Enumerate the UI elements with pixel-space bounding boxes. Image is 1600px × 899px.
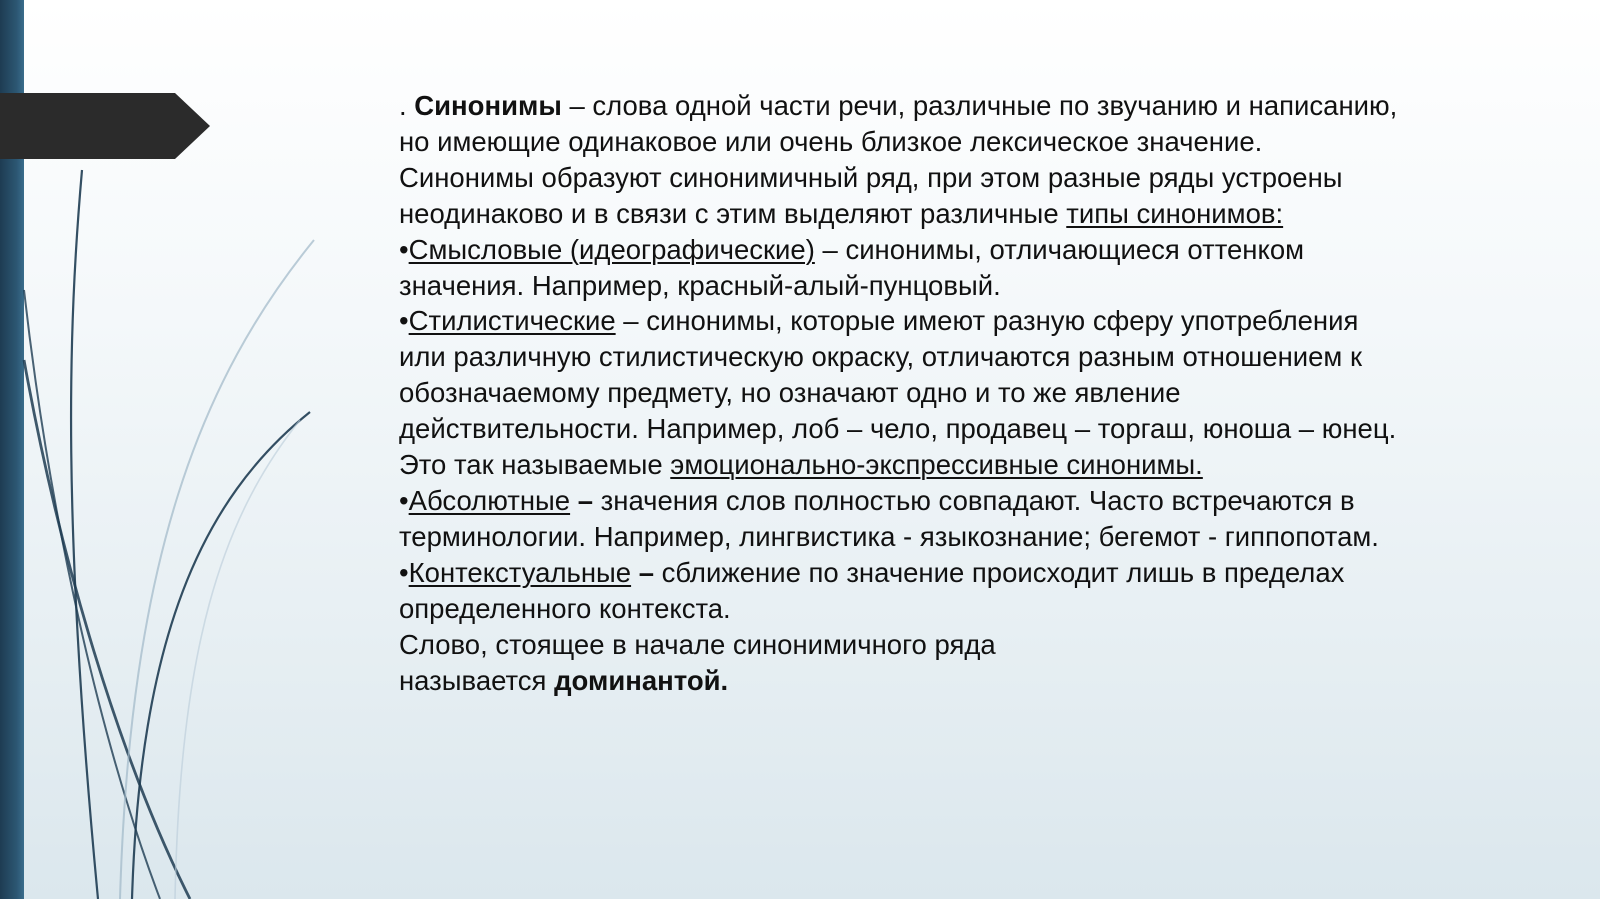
curve-line [175,420,300,899]
emotional-expressive-link[interactable]: эмоционально-экспрессивные синонимы. [670,449,1203,481]
curve-line [132,412,310,899]
term-dominant: доминантой. [554,664,729,696]
curve-line [24,290,160,899]
type-item-contextual: •Контекстуальные – сближение по значение происходит лишь в пределах определенного контекста. [399,556,1345,624]
curve-line [120,240,314,899]
term-synonyms: Синонимы [414,90,562,121]
definition-paragraph: . Синонимы – слова одной части речи, различные по звучанию и написанию, но имеющие одинаковое или очень близкое лексическое значение. [399,90,1398,157]
type-item-absolute: •Абсолютные – значения слов полностью совпадают. Часто встречаются в терминологии. Например, лингвистика - языкознание; бегемот - гиппопотам. [399,484,1379,552]
dominant-paragraph: Слово, стоящее в начале синонимичного ряда называется доминантой. [399,628,996,696]
title-arrow-tab [0,93,210,159]
type-item-stylistic: •Стилистические – синонимы, которые имеют разную сферу употребления или различную стилистическую окраску, отличаются разным отношением к обозначаемому предмету, но означают одно и то же явление действительности. Например, лоб – чело, продавец – торгаш, юноша – юнец. Это так называемые эмоционально-экспрессивные синонимы. [399,305,1397,481]
type-name-absolute[interactable]: Абсолютные [408,484,571,516]
type-name-semantic[interactable]: Смысловые (идеографические) [408,233,815,265]
slide-text [399,88,1399,698]
series-intro-paragraph: Синонимы образуют синонимичный ряд, при этом разные ряды устроены неодинаково и в связи с этим выделяют различные типы синонимов: [399,161,1343,229]
curve-line [71,170,98,899]
types-link[interactable]: типы синонимов: [1066,197,1284,229]
type-name-contextual[interactable]: Контекстуальные [408,556,632,588]
type-item-semantic: •Смысловые (идеографические) – синонимы, отличающиеся оттенком значения. Например, красный-алый-пунцовый. [399,233,1305,301]
curve-line [24,360,190,899]
type-name-stylistic[interactable]: Стилистические [408,305,616,337]
